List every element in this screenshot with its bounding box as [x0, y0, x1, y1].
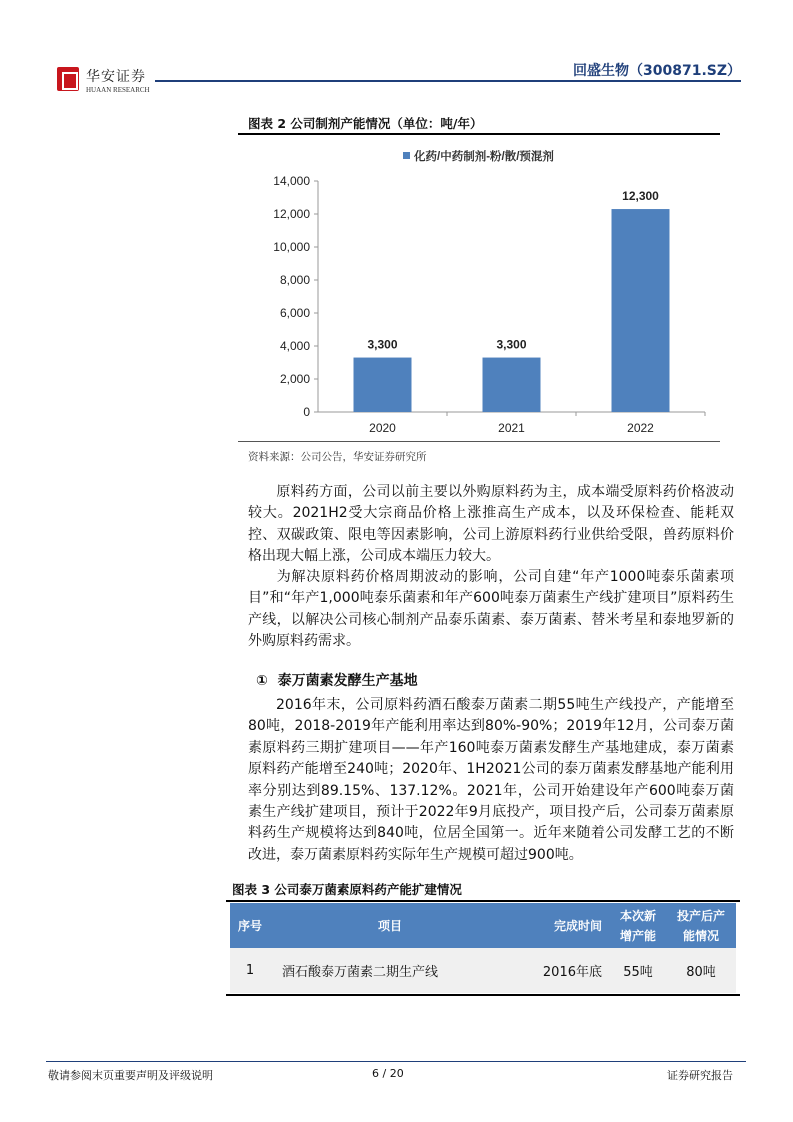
y-tick-label: 14,000 — [273, 174, 310, 188]
header-cell: 本次新增产能 — [610, 903, 666, 948]
paragraph-text: 为解决原料药价格周期波动的影响，公司自建“年产1000吨泰乐菌素项目”和“年产1,000吨泰乐菌素和年产600吨泰万菌素生产线扩建项目”原料药生产线，以解决公司核心制剂产品泰乐菌素、泰万菌素、替米考星和泰地罗新的外购原料药需求。 — [248, 569, 734, 650]
y-tick-label: 10,000 — [273, 240, 310, 254]
x-tick-label: 2022 — [627, 421, 654, 435]
header-cell: 序号 — [230, 903, 270, 948]
bar — [612, 209, 670, 412]
bar — [483, 358, 541, 412]
paragraph-text: 原料药方面，公司以前主要以外购原料药为主，成本端受原料药价格波动较大。2021H2受大宗商品价格上涨推高生产成本，以及环保检查、能耗双控、双碳政策、限电等因素影响，公司上游原料药行业供给受限，兽药原料价格出现大幅上涨，公司成本端压力较大。 — [248, 484, 734, 565]
table-cell: 55吨 — [610, 948, 666, 993]
paragraph-text: 2016年末，公司原料药酒石酸泰万菌素二期55吨生产线投产，产能增至80吨，2018-2019年产能利用率达到80%-90%；2019年12月，公司泰万菌素原料药三期扩建项目——年产160吨泰万菌素发酵生产基地建成，泰万菌素原料药产能增至240吨；2020年、1H2021公司的泰万菌素发酵基地产能利用率分别达到89.15%、137.12%。2021年，公司开始建设年产600吨泰万菌素生产线扩建项目，预计于2022年9月底投产，项目投产后，公司泰万菌素原料药生产规模将达到840吨，位居全国第一。近年来随着公司发酵工艺的不断改进，泰万菌素原料药实际年生产规模可超过900吨。 — [248, 697, 734, 863]
paragraph-1 — [248, 482, 734, 568]
figure2-source: 资料来源：公司公告，华安证券研究所 — [248, 451, 427, 463]
figure2-caption: 图表 2 公司制剂产能情况（单位：吨/年） — [248, 116, 483, 131]
legend-swatch — [403, 152, 410, 159]
figure3-caption: 图表 3 公司泰万菌素原料药产能扩建情况 — [232, 882, 462, 897]
report-title: 回盛生物（300871.SZ） — [573, 63, 741, 79]
table-cell: 2016年底 — [510, 948, 610, 993]
y-tick-label: 12,000 — [273, 207, 310, 221]
y-tick-label: 8,000 — [279, 273, 310, 287]
header-cell: 项目 — [270, 903, 510, 948]
paragraph-2 — [248, 567, 734, 653]
footer-divider — [46, 1061, 746, 1062]
y-tick-label: 4,000 — [279, 339, 310, 353]
bar-chart — [0, 0, 793, 450]
section-title: 泰万菌素发酵生产基地 — [277, 673, 418, 689]
y-tick-label: 2,000 — [279, 372, 310, 386]
bar-value-label: 12,300 — [622, 189, 659, 204]
source-rule — [238, 441, 720, 442]
header-cell: 完成时间 — [510, 903, 610, 948]
logo-subtext: HUAAN RESEARCH — [86, 86, 150, 94]
bar-value-label: 3,300 — [367, 337, 398, 352]
bar — [354, 358, 412, 412]
x-tick-label: 2020 — [369, 421, 396, 435]
section-heading — [256, 670, 418, 690]
table-cell: 80吨 — [666, 948, 736, 993]
page-number: 6 / 20 — [372, 1067, 404, 1080]
section-marker: ① — [256, 673, 268, 689]
y-tick-label: 0 — [303, 405, 310, 419]
table-bottom-rule — [226, 994, 740, 996]
header-cell: 投产后产能情况 — [666, 903, 736, 948]
y-tick-label: 6,000 — [279, 306, 310, 320]
section-body — [248, 695, 734, 866]
footer-label: 证券研究报告 — [667, 1069, 733, 1082]
bar-value-label: 3,300 — [496, 337, 527, 352]
capacity-table — [230, 903, 736, 993]
table-row — [230, 948, 736, 993]
legend-label: 化药/中药制剂-粉/散/预混剂 — [414, 151, 554, 163]
logo-text: 华安证券 — [86, 69, 146, 85]
table-cell: 酒石酸泰万菌素二期生产线 — [270, 948, 510, 993]
footer-disclaimer: 敬请参阅末页重要声明及评级说明 — [48, 1069, 213, 1082]
table-cell: 1 — [230, 948, 270, 993]
caption-rule — [226, 900, 740, 902]
table-header-row — [230, 903, 736, 948]
x-tick-label: 2021 — [498, 421, 525, 435]
